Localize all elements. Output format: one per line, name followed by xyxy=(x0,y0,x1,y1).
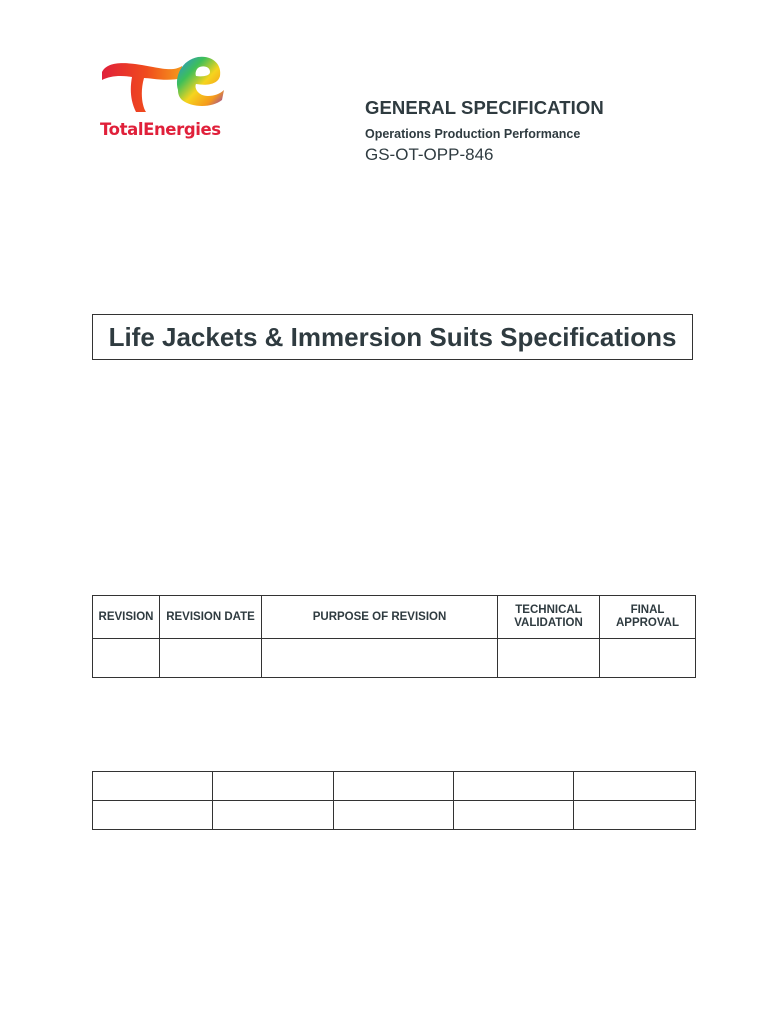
table-cell xyxy=(93,772,213,801)
totalenergies-logo-icon xyxy=(98,50,228,118)
signature-table xyxy=(92,771,696,830)
table-row xyxy=(93,772,696,801)
table-row xyxy=(93,639,696,678)
table-cell xyxy=(160,639,262,678)
header-purpose-of-revision: PURPOSE OF REVISION xyxy=(262,596,498,639)
document-code: GS-OT-OPP-846 xyxy=(365,145,494,164)
table-cell xyxy=(334,772,454,801)
header-final-approval xyxy=(600,596,696,639)
header-revision: REVISION xyxy=(93,596,160,639)
table-cell xyxy=(498,639,600,678)
department-label: Operations Production Performance xyxy=(365,127,581,141)
revision-table xyxy=(92,595,696,678)
document-title: Life Jackets & Immersion Suits Specifications xyxy=(108,321,677,352)
table-cell xyxy=(93,801,213,830)
table-cell xyxy=(213,772,334,801)
spec-title: GENERAL SPECIFICATION xyxy=(365,97,604,118)
document-title-box xyxy=(92,314,693,360)
totalenergies-logo xyxy=(98,50,228,145)
header-technical-validation xyxy=(498,596,600,639)
header-technical-validation-label: TECHNICAL VALIDATION xyxy=(514,604,583,629)
table-cell xyxy=(334,801,454,830)
table-cell xyxy=(93,639,160,678)
table-cell xyxy=(213,801,334,830)
brand-wordmark: TotalEnergies xyxy=(100,120,221,139)
table-cell xyxy=(454,801,574,830)
revision-table-header-row xyxy=(93,596,696,639)
table-cell xyxy=(262,639,498,678)
header-final-approval-label: FINAL APPROVAL xyxy=(615,604,680,629)
table-cell xyxy=(600,639,696,678)
table-cell xyxy=(454,772,574,801)
table-cell xyxy=(574,772,696,801)
table-cell xyxy=(574,801,696,830)
spec-header xyxy=(365,97,604,165)
header-revision-date: REVISION DATE xyxy=(160,596,262,639)
table-row xyxy=(93,801,696,830)
